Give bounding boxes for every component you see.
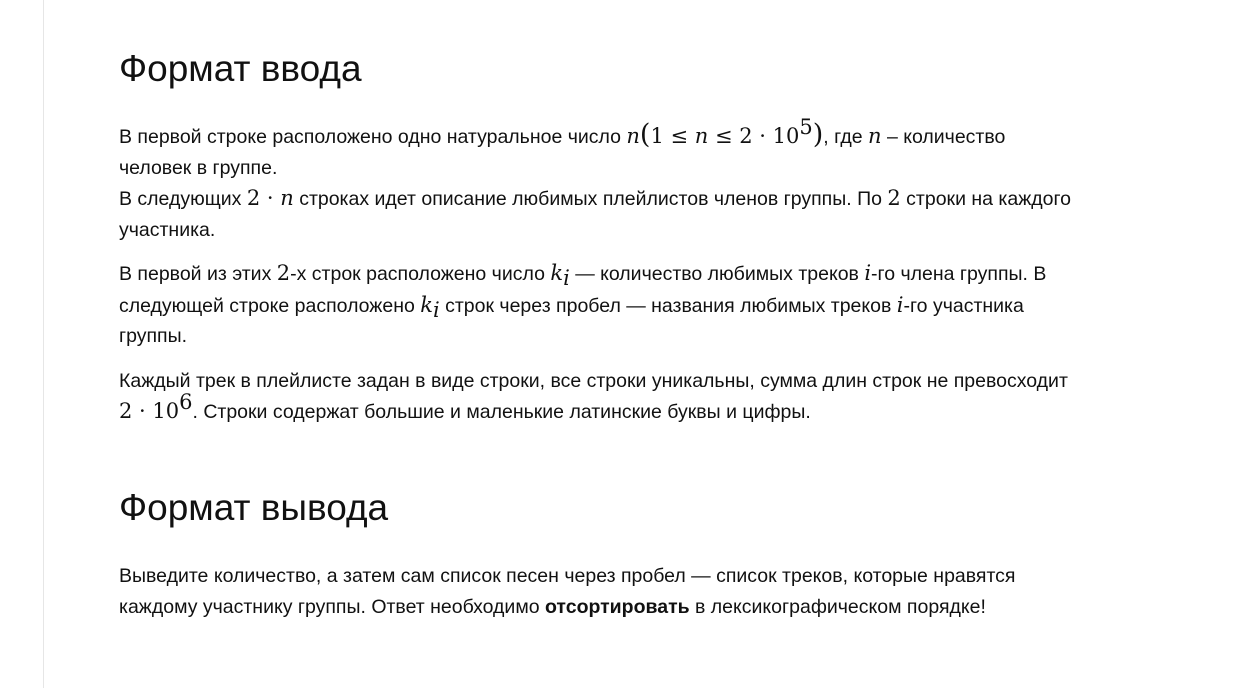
input-paragraph-1b: В следующих 2 · n строках идет описание любимых плейлистов членов группы. По 2 строки на каждого участника. [119,186,1072,241]
input-paragraph-3: Каждый трек в плейлисте задан в виде строки, все строки уникальны, сумма длин строк не превосходит $2 \cdot 10^6$. Строки содержат большие и маленькие латинские буквы и цифры. [119,369,1068,423]
input-format-body [119,114,1079,428]
input-paragraph-2: В первой из этих 2-х строк расположено число $k_i$ — количество любимых треков i-го члена группы. В следующей строке расположено $k_i$ строк через пробел — названия любимых треков i-го участника группы. [119,261,1047,347]
input-paragraph-1: В первой строке расположено одно натуральное число $n(1 \le n \le 2 \cdot 10^5)$, где n – количество человек в группе. [119,114,1006,179]
output-paragraph-1: Выведите количество, а затем сам список песен через пробел — список треков, которые нравятся каждому участнику группы. Ответ необходимо отсортировать в лексикографическом порядке! [119,565,1016,618]
input-format-heading: Формат ввода [119,48,362,89]
output-format-heading: Формат вывода [119,487,389,528]
output-format-body [119,561,1079,622]
left-divider [43,0,44,688]
